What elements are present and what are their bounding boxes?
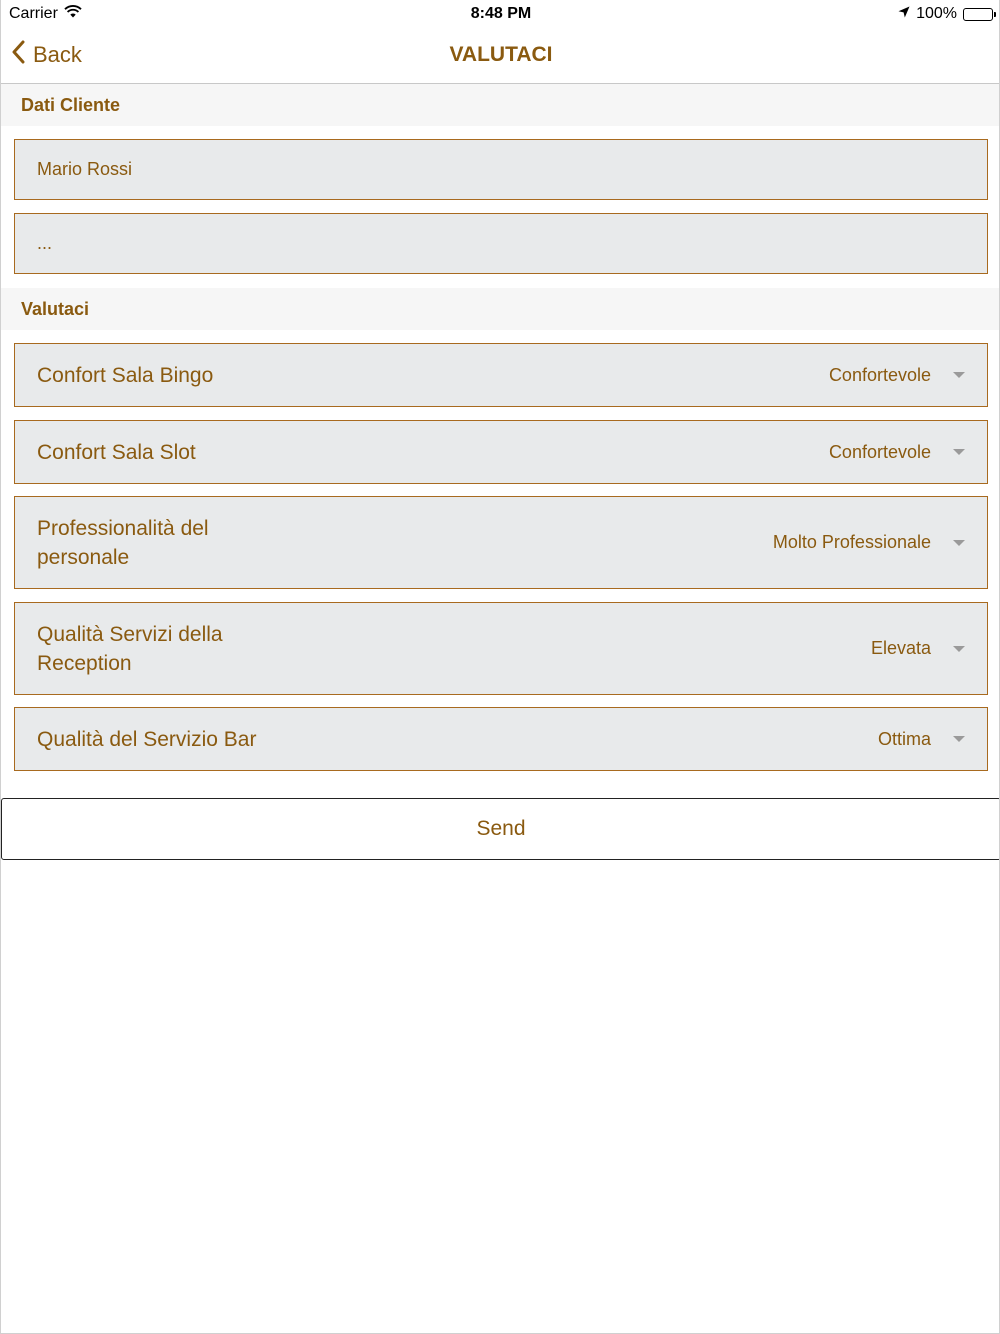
section-header-rating: Valutaci	[1, 288, 1000, 330]
select-professionalita-personale[interactable]	[14, 496, 988, 589]
caret-down-icon	[953, 449, 965, 455]
status-right	[898, 5, 993, 23]
caret-down-icon	[953, 646, 965, 652]
select-value: Confortevole	[828, 441, 931, 462]
battery-icon	[963, 8, 993, 21]
select-right	[829, 442, 965, 463]
navigation-bar	[1, 28, 1000, 84]
status-bar	[1, 0, 1000, 28]
customer-name-value: Mario Rossi	[37, 159, 133, 179]
caret-down-icon	[953, 736, 965, 742]
select-right	[829, 365, 965, 386]
send-button[interactable]	[1, 798, 1000, 860]
page-title: VALUTACI	[449, 43, 553, 66]
battery-percent: 100%	[916, 5, 957, 22]
select-label: Professionalità del personale	[37, 516, 209, 569]
select-label: Confort Sala Slot	[37, 440, 196, 464]
select-right	[878, 729, 965, 750]
select-value: Ottima	[877, 728, 931, 749]
status-time: 8:48 PM	[470, 5, 532, 22]
select-label: Qualità del Servizio Bar	[37, 727, 257, 751]
select-qualita-servizi-reception[interactable]	[14, 602, 988, 695]
select-confort-sala-bingo[interactable]	[14, 343, 988, 407]
customer-second-value: ...	[37, 233, 53, 253]
customer-second-field[interactable]	[14, 213, 988, 274]
customer-name-field[interactable]	[14, 139, 988, 200]
caret-down-icon	[953, 372, 965, 378]
select-confort-sala-slot[interactable]	[14, 420, 988, 484]
select-label: Confort Sala Bingo	[37, 363, 214, 387]
select-value: Confortevole	[828, 364, 931, 385]
select-right	[871, 638, 965, 659]
select-qualita-servizio-bar[interactable]	[14, 707, 988, 771]
location-arrow-icon	[898, 5, 910, 23]
carrier-label: Carrier	[9, 5, 58, 22]
back-label: Back	[33, 42, 82, 67]
select-right	[773, 532, 965, 553]
caret-down-icon	[953, 540, 965, 546]
select-label: Qualità Servizi della Reception	[37, 622, 223, 675]
send-label: Send	[476, 817, 526, 840]
section-header-customer: Dati Cliente	[1, 84, 1000, 126]
select-value: Elevata	[870, 638, 931, 658]
select-value: Molto Professionale	[772, 532, 931, 552]
